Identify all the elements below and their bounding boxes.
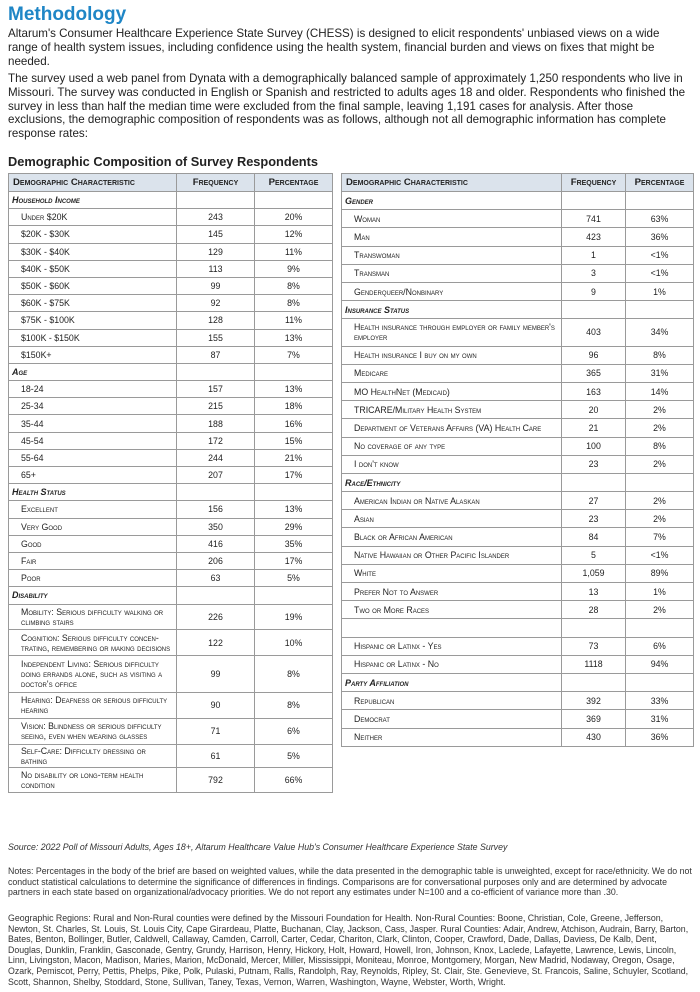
characteristic-cell: Two or More Races bbox=[342, 601, 562, 619]
table-row bbox=[342, 282, 694, 300]
table-row bbox=[9, 415, 333, 432]
table-row bbox=[9, 518, 333, 535]
percentage-cell: <1% bbox=[626, 546, 694, 564]
characteristic-cell: Hispanic or Latinx - Yes bbox=[342, 637, 562, 655]
characteristic-cell: 25-34 bbox=[9, 398, 177, 415]
table-row bbox=[342, 564, 694, 582]
percentage-cell: 5% bbox=[255, 744, 333, 767]
percentage-cell: 21% bbox=[255, 449, 333, 466]
percentage-cell: 13% bbox=[255, 501, 333, 518]
demographic-table-left bbox=[8, 173, 333, 793]
characteristic-cell: Excellent bbox=[9, 501, 177, 518]
table-row bbox=[342, 510, 694, 528]
characteristic-cell: Good bbox=[9, 535, 177, 552]
section-label: Age bbox=[9, 363, 177, 380]
empty-cell bbox=[562, 473, 626, 491]
section-label: Race/Ethnicity bbox=[342, 473, 562, 491]
section-label: Gender bbox=[342, 192, 562, 210]
characteristic-cell: Prefer Not to Answer bbox=[342, 583, 562, 601]
frequency-cell: 128 bbox=[177, 312, 255, 329]
characteristic-cell: Transwoman bbox=[342, 246, 562, 264]
empty-cell bbox=[626, 619, 694, 637]
frequency-cell: 3 bbox=[562, 264, 626, 282]
empty-cell bbox=[626, 473, 694, 491]
table-row bbox=[342, 382, 694, 400]
column-header-characteristic: Demographic Characteristic bbox=[9, 174, 177, 192]
frequency-cell: 23 bbox=[562, 455, 626, 473]
frequency-cell: 20 bbox=[562, 401, 626, 419]
characteristic-cell: Medicare bbox=[342, 364, 562, 382]
percentage-cell: 8% bbox=[255, 295, 333, 312]
percentage-cell: 29% bbox=[255, 518, 333, 535]
characteristic-cell: $20K - $30K bbox=[9, 226, 177, 243]
empty-cell bbox=[562, 192, 626, 210]
characteristic-cell: $150K+ bbox=[9, 346, 177, 363]
frequency-cell: 163 bbox=[562, 382, 626, 400]
percentage-cell: 19% bbox=[255, 604, 333, 630]
characteristic-cell: Black or African American bbox=[342, 528, 562, 546]
percentage-cell: <1% bbox=[626, 264, 694, 282]
table-row bbox=[9, 535, 333, 552]
percentage-cell: 11% bbox=[255, 243, 333, 260]
frequency-cell: 207 bbox=[177, 467, 255, 484]
percentage-cell: 7% bbox=[255, 346, 333, 363]
percentage-cell: 1% bbox=[626, 583, 694, 601]
spacer-row bbox=[342, 619, 694, 637]
percentage-cell: 2% bbox=[626, 419, 694, 437]
table-row bbox=[9, 449, 333, 466]
section-label: Health Status bbox=[9, 484, 177, 501]
table-row bbox=[9, 656, 333, 693]
section-label: Household Income bbox=[9, 192, 177, 209]
table-row bbox=[342, 710, 694, 728]
section-label: Disability bbox=[9, 587, 177, 604]
percentage-cell: 2% bbox=[626, 601, 694, 619]
characteristic-cell: $50K - $60K bbox=[9, 277, 177, 294]
table-row bbox=[9, 295, 333, 312]
table-row bbox=[342, 246, 694, 264]
characteristic-cell: 45-54 bbox=[9, 432, 177, 449]
table-row bbox=[9, 501, 333, 518]
table-row bbox=[342, 364, 694, 382]
characteristic-cell: I don't know bbox=[342, 455, 562, 473]
table-row bbox=[9, 630, 333, 656]
section-row bbox=[342, 473, 694, 491]
table-row bbox=[342, 455, 694, 473]
table-row bbox=[342, 728, 694, 746]
section-row bbox=[342, 673, 694, 691]
table-row bbox=[342, 319, 694, 346]
characteristic-cell: White bbox=[342, 564, 562, 582]
column-header-frequency: Frequency bbox=[562, 174, 626, 192]
frequency-cell: 1118 bbox=[562, 655, 626, 673]
empty-cell bbox=[562, 673, 626, 691]
empty-cell bbox=[255, 192, 333, 209]
percentage-cell: 63% bbox=[626, 210, 694, 228]
percentage-cell: 17% bbox=[255, 552, 333, 569]
frequency-cell: 23 bbox=[562, 510, 626, 528]
percentage-cell: 66% bbox=[255, 767, 333, 793]
frequency-cell: 243 bbox=[177, 209, 255, 226]
characteristic-cell: Republican bbox=[342, 692, 562, 710]
section-row bbox=[9, 363, 333, 380]
percentage-cell: 94% bbox=[626, 655, 694, 673]
table-row bbox=[342, 401, 694, 419]
frequency-cell: 113 bbox=[177, 260, 255, 277]
notes-paragraph: Notes: Percentages in the body of the brief are based on weighted values, while the data presented in the demographic table is unweighted, except for race/ethnicity. We do not conduct statistical calculations to determine the significance of differences in findings. Comparisons are for conversational purposes only and are determined by advocate partners in each state based on organizational/advocacy priorities. We do not report any estimates under N=100 and a co-efficient of variance more than .30. bbox=[8, 866, 692, 898]
percentage-cell: 20% bbox=[255, 209, 333, 226]
column-header-percentage: Percentage bbox=[255, 174, 333, 192]
characteristic-cell: Native Hawaiian or Other Pacific Islander bbox=[342, 546, 562, 564]
percentage-cell: 36% bbox=[626, 228, 694, 246]
percentage-cell: 10% bbox=[255, 630, 333, 656]
characteristic-cell: TRICARE/Military Health System bbox=[342, 401, 562, 419]
table-row bbox=[9, 718, 333, 744]
section-row bbox=[342, 192, 694, 210]
frequency-cell: 156 bbox=[177, 501, 255, 518]
frequency-cell: 73 bbox=[562, 637, 626, 655]
characteristic-cell: $30K - $40K bbox=[9, 243, 177, 260]
percentage-cell: 34% bbox=[626, 319, 694, 346]
frequency-cell: 122 bbox=[177, 630, 255, 656]
frequency-cell: 350 bbox=[177, 518, 255, 535]
percentage-cell: 8% bbox=[255, 277, 333, 294]
percentage-cell: 1% bbox=[626, 282, 694, 300]
percentage-cell: 14% bbox=[626, 382, 694, 400]
table-row bbox=[342, 419, 694, 437]
characteristic-cell: Under $20K bbox=[9, 209, 177, 226]
intro-paragraph: Altarum's Consumer Healthcare Experience State Survey (CHESS) is designed to elicit respondents' unbiased views on a wide range of health system issues, including confidence using the health system, financial burden and views on fixes that might be needed. bbox=[8, 27, 660, 68]
frequency-cell: 71 bbox=[177, 718, 255, 744]
frequency-cell: 157 bbox=[177, 381, 255, 398]
characteristic-cell: Democrat bbox=[342, 710, 562, 728]
column-header-frequency: Frequency bbox=[177, 174, 255, 192]
frequency-cell: 145 bbox=[177, 226, 255, 243]
frequency-cell: 96 bbox=[562, 346, 626, 364]
empty-cell bbox=[255, 363, 333, 380]
section-row bbox=[9, 484, 333, 501]
table-row bbox=[342, 546, 694, 564]
characteristic-cell: $40K - $50K bbox=[9, 260, 177, 277]
empty-cell bbox=[255, 484, 333, 501]
percentage-cell: 2% bbox=[626, 401, 694, 419]
percentage-cell: <1% bbox=[626, 246, 694, 264]
empty-cell bbox=[626, 673, 694, 691]
characteristic-cell: Transman bbox=[342, 264, 562, 282]
percentage-cell: 6% bbox=[255, 718, 333, 744]
table-row bbox=[9, 570, 333, 587]
characteristic-cell: Health insurance I buy on my own bbox=[342, 346, 562, 364]
section-row bbox=[9, 587, 333, 604]
characteristic-cell: Woman bbox=[342, 210, 562, 228]
characteristic-cell: 65+ bbox=[9, 467, 177, 484]
frequency-cell: 244 bbox=[177, 449, 255, 466]
table-row bbox=[9, 226, 333, 243]
frequency-cell: 403 bbox=[562, 319, 626, 346]
table-row bbox=[9, 744, 333, 767]
frequency-cell: 28 bbox=[562, 601, 626, 619]
characteristic-cell: $100K - $150K bbox=[9, 329, 177, 346]
percentage-cell: 8% bbox=[255, 693, 333, 719]
section-label: Party Affiliation bbox=[342, 673, 562, 691]
characteristic-cell: Asian bbox=[342, 510, 562, 528]
percentage-cell: 11% bbox=[255, 312, 333, 329]
characteristic-cell: 55-64 bbox=[9, 449, 177, 466]
frequency-cell: 1,059 bbox=[562, 564, 626, 582]
frequency-cell: 155 bbox=[177, 329, 255, 346]
percentage-cell: 13% bbox=[255, 329, 333, 346]
percentage-cell: 36% bbox=[626, 728, 694, 746]
frequency-cell: 172 bbox=[177, 432, 255, 449]
frequency-cell: 206 bbox=[177, 552, 255, 569]
table-row bbox=[9, 277, 333, 294]
section-label: Insurance Status bbox=[342, 301, 562, 319]
characteristic-cell: No coverage of any type bbox=[342, 437, 562, 455]
frequency-cell: 226 bbox=[177, 604, 255, 630]
characteristic-cell: Cognition: Serious difficulty concen-trating, remembering or making decisions bbox=[9, 630, 177, 656]
geographic-regions-paragraph: Geographic Regions: Rural and Non-Rural counties were defined by the Missouri Foundation for Health. Non-Rural Counties: Boone, Christian, Cole, Greene, Jefferson, Newton, St. Charles, St. Louis, St. Louis City, Cape Girardeau, Platte, Buchanan, Clay, Jackson, Cass, Jasper. Rural Counties: Adair, Andrew, Atchison, Audrain, Barry, Barton, Bates, Benton, Bollinger, Butler, Caldwell, Callaway, Camden, Carroll, Carter, Cedar, Chariton, Clark, Clinton, Cooper, Crawford, Dade, Dallas, Daviess, De Kalb, Dent, Douglas, Dunklin, Franklin, Gasconade, Gentry, Grundy, Harrison, Henry, Hickory, Holt, Howard, Howell, Iron, Johnson, Knox, Laclede, Lafayette, Lawrence, Lewis, Lincoln, Linn, Livingston, Macon, Madison, Maries, Marion, McDonald, Mercer, Miller, Mississippi, Moniteau, Monroe, Montgomery, Morgan, New Madrid, Nodaway, Oregon, Osage, Ozark, Pemiscot, Perry, Pettis, Phelps, Pike, Polk, Pulaski, Putnam, Ralls, Randolph, Ray, Reynolds, Ripley, St. Clair, Ste. Genevieve, St. Francois, Saline, Schuyler, Scotland, Scott, Shannon, Shelby, Stoddard, Stone, Sullivan, Taney, Texas, Vernon, Warren, Washington, Wayne, Webster, Worth, Wright. bbox=[8, 913, 689, 987]
empty-cell bbox=[626, 301, 694, 319]
characteristic-cell: Very Good bbox=[9, 518, 177, 535]
table-row bbox=[342, 228, 694, 246]
percentage-cell: 33% bbox=[626, 692, 694, 710]
frequency-cell: 129 bbox=[177, 243, 255, 260]
demographic-table-right bbox=[341, 173, 694, 747]
table-row bbox=[342, 583, 694, 601]
frequency-cell: 392 bbox=[562, 692, 626, 710]
percentage-cell: 13% bbox=[255, 381, 333, 398]
table-row bbox=[9, 381, 333, 398]
section-row bbox=[9, 192, 333, 209]
table-row bbox=[9, 432, 333, 449]
frequency-cell: 99 bbox=[177, 277, 255, 294]
percentage-cell: 17% bbox=[255, 467, 333, 484]
frequency-cell: 5 bbox=[562, 546, 626, 564]
frequency-cell: 741 bbox=[562, 210, 626, 228]
table-row bbox=[342, 437, 694, 455]
characteristic-cell: MO HealthNet (Medicaid) bbox=[342, 382, 562, 400]
table-title: Demographic Composition of Survey Respondents bbox=[8, 154, 319, 169]
table-row bbox=[342, 492, 694, 510]
frequency-cell: 21 bbox=[562, 419, 626, 437]
characteristic-cell: $75K - $100K bbox=[9, 312, 177, 329]
empty-cell bbox=[177, 192, 255, 209]
characteristic-cell: Neither bbox=[342, 728, 562, 746]
percentage-cell: 2% bbox=[626, 455, 694, 473]
table-row bbox=[9, 209, 333, 226]
percentage-cell: 7% bbox=[626, 528, 694, 546]
percentage-cell: 31% bbox=[626, 710, 694, 728]
characteristic-cell: American Indian or Native Alaskan bbox=[342, 492, 562, 510]
empty-cell bbox=[177, 587, 255, 604]
table-row bbox=[9, 467, 333, 484]
characteristic-cell: Mobility: Serious difficulty walking or climbing stairs bbox=[9, 604, 177, 630]
percentage-cell: 9% bbox=[255, 260, 333, 277]
frequency-cell: 13 bbox=[562, 583, 626, 601]
source-note: Source: 2022 Poll of Missouri Adults, Ages 18+, Altarum Healthcare Value Hub's Consumer Healthcare Experience State Survey bbox=[8, 842, 508, 852]
percentage-cell: 8% bbox=[255, 656, 333, 693]
frequency-cell: 99 bbox=[177, 656, 255, 693]
page-heading: Methodology bbox=[8, 4, 127, 25]
percentage-cell: 12% bbox=[255, 226, 333, 243]
section-row bbox=[342, 301, 694, 319]
frequency-cell: 27 bbox=[562, 492, 626, 510]
characteristic-cell: Hearing: Deafness or serious difficulty hearing bbox=[9, 693, 177, 719]
frequency-cell: 1 bbox=[562, 246, 626, 264]
table-row bbox=[342, 528, 694, 546]
characteristic-cell: Genderqueer/Nonbinary bbox=[342, 282, 562, 300]
table-row bbox=[342, 601, 694, 619]
characteristic-cell: Poor bbox=[9, 570, 177, 587]
percentage-cell: 5% bbox=[255, 570, 333, 587]
frequency-cell: 430 bbox=[562, 728, 626, 746]
percentage-cell: 8% bbox=[626, 437, 694, 455]
frequency-cell: 365 bbox=[562, 364, 626, 382]
characteristic-cell: Self-Care: Difficulty dressing or bathing bbox=[9, 744, 177, 767]
table-row bbox=[342, 210, 694, 228]
table-row bbox=[9, 260, 333, 277]
frequency-cell: 90 bbox=[177, 693, 255, 719]
table-row bbox=[9, 693, 333, 719]
characteristic-cell: Vision: Blindness or serious difficulty seeing, even when wearing glasses bbox=[9, 718, 177, 744]
table-row bbox=[9, 552, 333, 569]
percentage-cell: 15% bbox=[255, 432, 333, 449]
table-row bbox=[9, 767, 333, 793]
percentage-cell: 31% bbox=[626, 364, 694, 382]
frequency-cell: 188 bbox=[177, 415, 255, 432]
table-row bbox=[342, 346, 694, 364]
characteristic-cell: 35-44 bbox=[9, 415, 177, 432]
characteristic-cell: Department of Veterans Affairs (VA) Health Care bbox=[342, 419, 562, 437]
frequency-cell: 84 bbox=[562, 528, 626, 546]
empty-cell bbox=[562, 619, 626, 637]
percentage-cell: 89% bbox=[626, 564, 694, 582]
frequency-cell: 87 bbox=[177, 346, 255, 363]
empty-cell bbox=[562, 301, 626, 319]
table-row bbox=[9, 312, 333, 329]
frequency-cell: 92 bbox=[177, 295, 255, 312]
empty-cell bbox=[255, 587, 333, 604]
column-header-characteristic: Demographic Characteristic bbox=[342, 174, 562, 192]
characteristic-cell: Fair bbox=[9, 552, 177, 569]
frequency-cell: 369 bbox=[562, 710, 626, 728]
table-row bbox=[342, 655, 694, 673]
table-row bbox=[342, 637, 694, 655]
table-row bbox=[342, 264, 694, 282]
characteristic-cell: Independent Living: Serious difficulty doing errands alone, such as visiting a doctor's office bbox=[9, 656, 177, 693]
empty-cell bbox=[177, 484, 255, 501]
percentage-cell: 6% bbox=[626, 637, 694, 655]
empty-cell bbox=[626, 192, 694, 210]
frequency-cell: 100 bbox=[562, 437, 626, 455]
percentage-cell: 18% bbox=[255, 398, 333, 415]
frequency-cell: 215 bbox=[177, 398, 255, 415]
percentage-cell: 35% bbox=[255, 535, 333, 552]
column-header-percentage: Percentage bbox=[626, 174, 694, 192]
characteristic-cell: Health insurance through employer or family member's employer bbox=[342, 319, 562, 346]
characteristic-cell: $60K - $75K bbox=[9, 295, 177, 312]
percentage-cell: 16% bbox=[255, 415, 333, 432]
characteristic-cell: Hispanic or Latinx - No bbox=[342, 655, 562, 673]
frequency-cell: 423 bbox=[562, 228, 626, 246]
survey-paragraph: The survey used a web panel from Dynata with a demographically balanced sample of approximately 1,250 respondents who live in Missouri. The survey was conducted in English or Spanish and restricted to adults ages 18 and older. Respondents who finished the survey in less than half the median time were excluded from the final sample, leaving 1,191 cases for analysis. After those exclusions, the demographic composition of respondents was as follows, although not all demographic information has complete response rates: bbox=[8, 72, 686, 141]
table-row bbox=[9, 243, 333, 260]
empty-cell bbox=[342, 619, 562, 637]
table-row bbox=[342, 692, 694, 710]
characteristic-cell: Man bbox=[342, 228, 562, 246]
table-row bbox=[9, 329, 333, 346]
table-row bbox=[9, 398, 333, 415]
table-row bbox=[9, 604, 333, 630]
percentage-cell: 8% bbox=[626, 346, 694, 364]
frequency-cell: 63 bbox=[177, 570, 255, 587]
characteristic-cell: No disability or long-term health condition bbox=[9, 767, 177, 793]
table-row bbox=[9, 346, 333, 363]
characteristic-cell: 18-24 bbox=[9, 381, 177, 398]
frequency-cell: 9 bbox=[562, 282, 626, 300]
frequency-cell: 416 bbox=[177, 535, 255, 552]
empty-cell bbox=[177, 363, 255, 380]
percentage-cell: 2% bbox=[626, 492, 694, 510]
frequency-cell: 792 bbox=[177, 767, 255, 793]
frequency-cell: 61 bbox=[177, 744, 255, 767]
percentage-cell: 2% bbox=[626, 510, 694, 528]
